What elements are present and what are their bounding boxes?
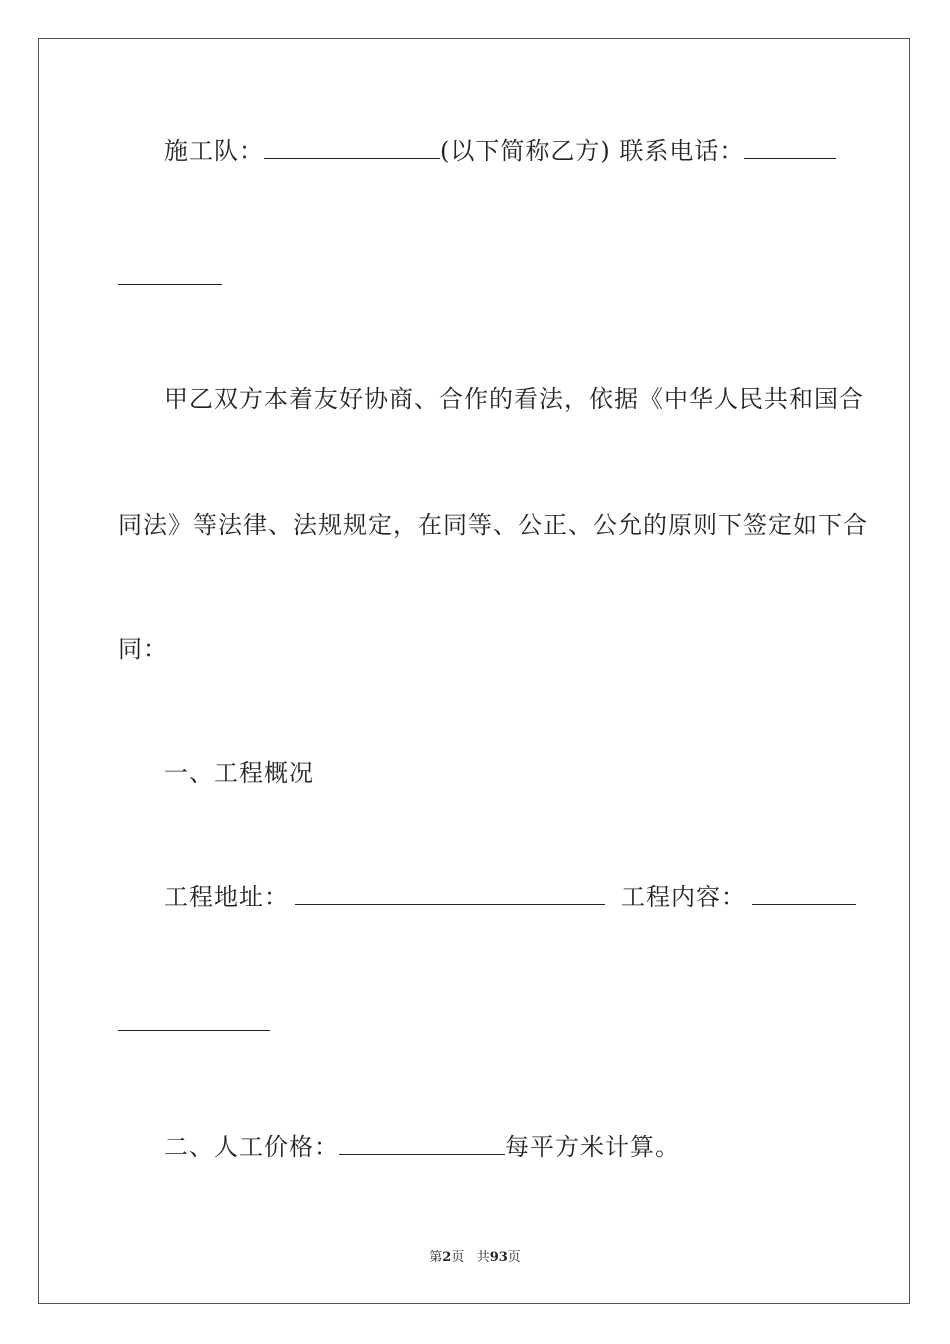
contractor-label: 施工队：: [164, 137, 264, 165]
page-footer: [0, 1246, 950, 1265]
footer-page-suffix: 页: [451, 1250, 465, 1265]
labor-price-label: 二、人工价格：: [164, 1133, 339, 1161]
contractor-line: [164, 136, 836, 166]
address-line: [164, 882, 856, 912]
footer-total-suffix: 页: [507, 1250, 521, 1265]
section-2-line: [164, 1132, 680, 1162]
footer-total-prefix: 共: [476, 1250, 490, 1265]
labor-price-suffix: 每平方米计算。: [505, 1133, 680, 1161]
address-label: 工程地址：: [164, 883, 289, 911]
labor-price-blank[interactable]: [339, 1132, 505, 1155]
footer-page-number: 2: [442, 1250, 452, 1265]
phone-blank-continued[interactable]: [118, 262, 222, 285]
phone-blank[interactable]: [744, 136, 836, 159]
intro-paragraph-line-3: 同：: [118, 635, 168, 663]
intro-paragraph-line-1: 甲乙双方本着友好协商、合作的看法，依据《中华人民共和国合: [164, 385, 864, 413]
content-label: 工程内容：: [621, 883, 746, 911]
intro-paragraph-line-2: 同法》等法律、法规规定，在同等、公正、公允的原则下签定如下合: [118, 511, 868, 539]
content-blank[interactable]: [752, 882, 856, 905]
section-1-heading: 一、工程概况: [164, 759, 314, 787]
footer-prefix: 第: [429, 1250, 443, 1265]
content-blank-continuation-line: [118, 1008, 270, 1038]
footer-total-pages: 93: [489, 1250, 508, 1265]
content-blank-continued[interactable]: [118, 1008, 270, 1031]
address-blank[interactable]: [295, 882, 605, 905]
contractor-blank[interactable]: [264, 136, 440, 159]
page-border: [38, 38, 910, 1304]
contractor-middle-text: (以下简称乙方) 联系电话：: [440, 137, 745, 165]
phone-blank-continuation-line: [118, 262, 222, 292]
